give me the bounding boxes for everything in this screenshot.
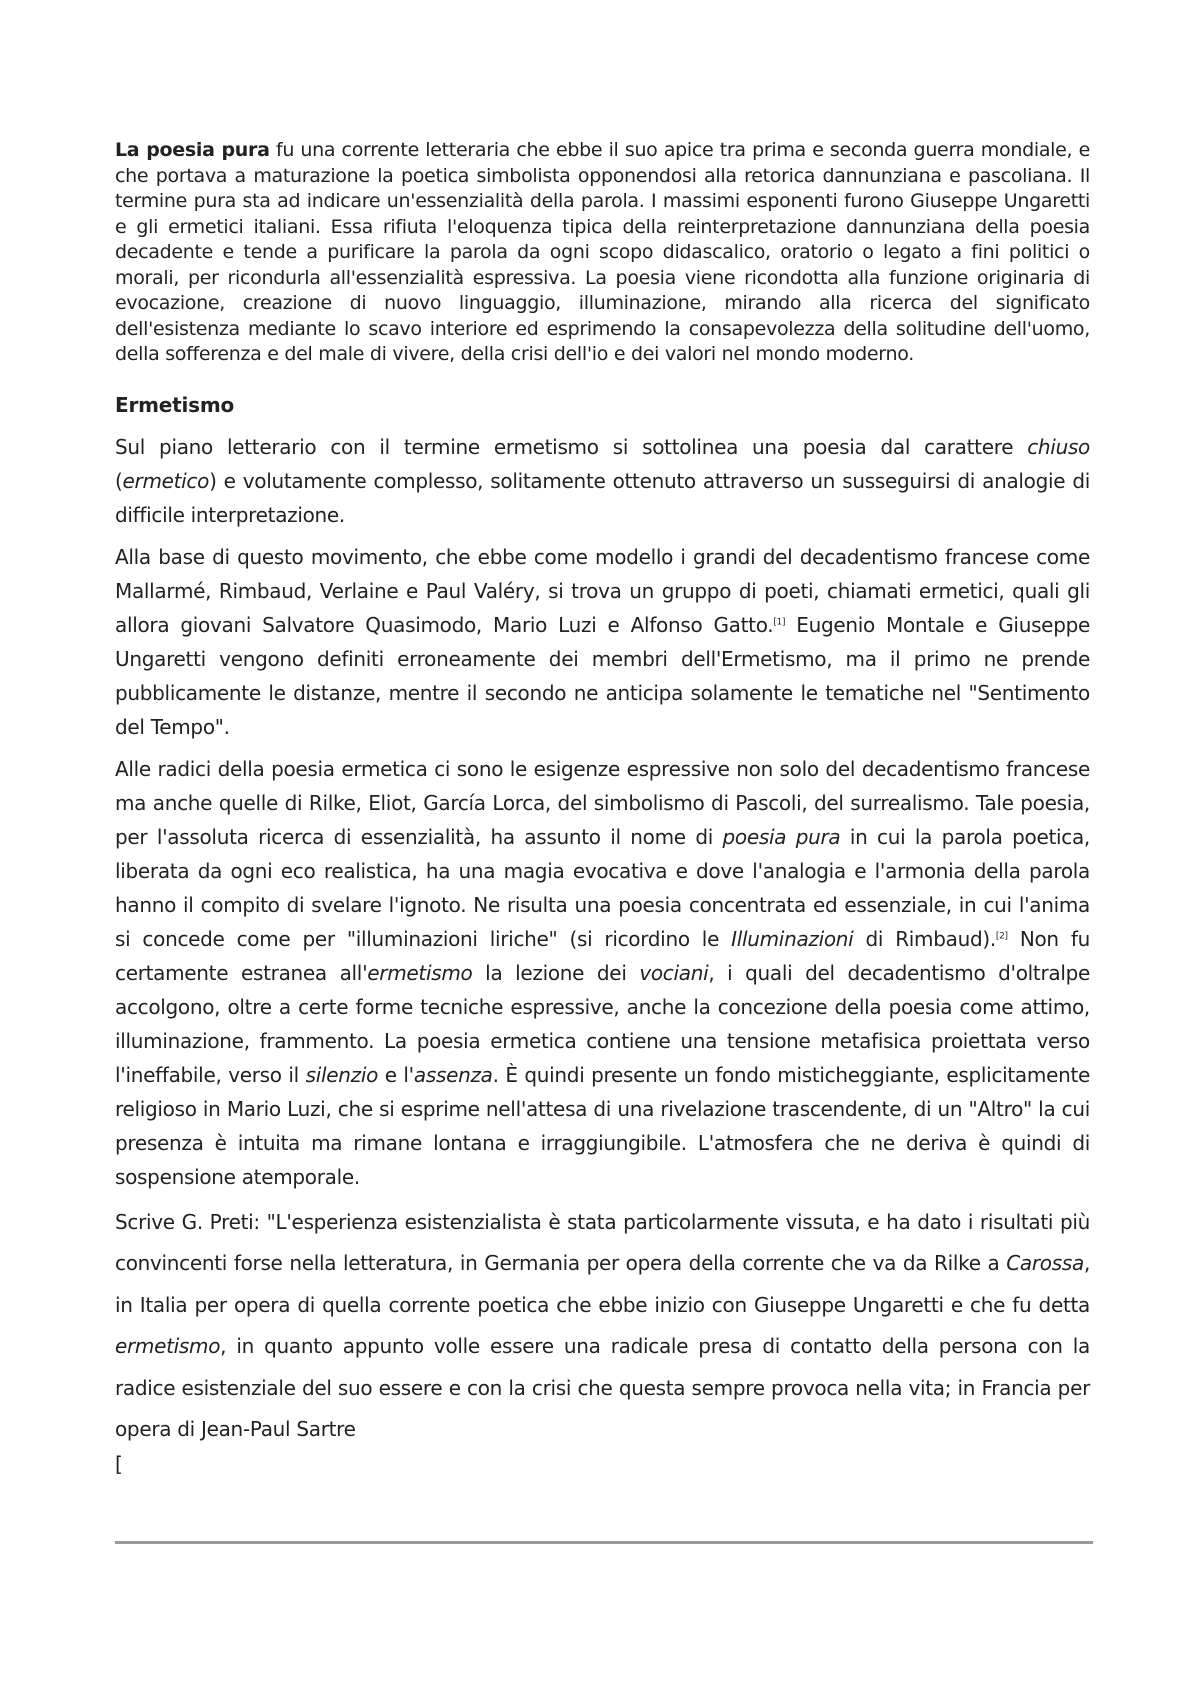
italic-term: ermetico	[122, 468, 210, 493]
paragraph-3-text: . È quindi presente un fondo misticheggiante, esplicitamente religioso in Mario Luzi, che si esprime nell'attesa di una rivelazione trascendente, di un "Altro" la cui presenza è intuita ma rimane lontana e irraggiungibile. L'atmosfera che ne deriva è quindi di sospensione atemporale.	[115, 1062, 1091, 1189]
italic-term: chiuso	[1027, 434, 1090, 459]
paragraph-4-text: , in Italia per opera di quella corrente poetica che ebbe inizio con Giuseppe Ungaretti e che fu detta	[115, 1251, 1090, 1317]
paragraph-3-text: di Rimbaud).	[853, 926, 996, 951]
paragraph-3-text: Alle radici della poesia ermetica ci sono le esigenze espressive non solo del decadentismo francese ma anche quelle di Rilke, Eliot, García Lorca, del simbolismo di Pascoli, del surrealismo. Tale poesia, per l'assoluta ricerca di essenzialità, ha assunto il nome di	[115, 756, 1090, 849]
intro-bold-lead: La poesia pura	[115, 139, 270, 161]
paragraph-1-text: Sul piano letterario con il termine ermetismo si sottolinea una poesia dal carattere	[115, 434, 1028, 459]
paragraph-2	[115, 540, 1090, 744]
paragraph-1-text: (	[115, 468, 123, 493]
paragraph-3	[115, 752, 1090, 1194]
intro-text: fu una corrente letteraria che ebbe il suo apice tra prima e seconda guerra mondiale, e che portava a maturazione la poetica simbolista opponendosi alla retorica dannunziana e pascoliana. Il termine pura sta ad indicare un'essenzialità della parola. I massimi esponenti furono Giuseppe Ungaretti e gli ermetici italiani. Essa rifiuta l'eloquenza tipica della reinterpretazione dannunziana della poesia decadente e tende a purificare la parola da ogni scopo didascalico, oratorio o legato a fini politici o morali, per ricondurla all'essenzialità espressiva. La poesia viene ricondotta alla funzione originaria di evocazione, creazione di nuovo linguaggio, illuminazione, mirando alla ricerca del significato dell'esistenza mediante lo scavo interiore ed esprimendo la consapevolezza della solitudine dell'uomo, della sofferenza e del male di vivere, della crisi dell'io e dei valori nel mondo moderno.	[115, 139, 1090, 365]
paragraph-4-text: , in quanto appunto volle essere una radicale presa di contatto della persona con la radice esistenziale del suo essere e con la crisi che questa sempre provoca nella vita; in Francia per opera di Jean-Paul Sartre	[115, 1334, 1090, 1441]
footnote-ref[interactable]: [2]	[995, 930, 1008, 941]
paragraph-3-text: e l'	[378, 1062, 414, 1087]
intro-paragraph	[115, 138, 1090, 368]
paragraph-4-text: Scrive G. Preti: "L'esperienza esistenzialista è stata particolarmente vissuta, e ha dato i risultati più convincenti forse nella letteratura, in Germania per opera della corrente che va da Rilke a	[115, 1209, 1090, 1275]
italic-term: ermetismo	[367, 960, 473, 985]
paragraph-1	[115, 430, 1090, 532]
paragraph-3-text: , i quali del decadentismo d'oltralpe accolgono, oltre a certe forme tecniche espressive, anche la concezione della poesia come attimo, illuminazione, frammento. La poesia ermetica contiene una tensione metafisica proiettata verso l'ineffabile, verso il	[115, 960, 1091, 1087]
italic-term: vociani	[639, 960, 709, 985]
section-heading: Ermetismo	[115, 392, 235, 417]
italic-term: Illuminazioni	[731, 926, 854, 951]
horizontal-rule	[115, 1541, 1093, 1544]
paragraph-1-text: ) e volutamente complesso, solitamente ottenuto attraverso un susseguirsi di analogie di difficile interpretazione.	[115, 468, 1090, 527]
trailing-bracket: [	[115, 1451, 123, 1476]
italic-term: ermetismo	[115, 1334, 221, 1358]
paragraph-3-text: Non fu certamente estranea all'	[115, 926, 1090, 985]
italic-term: Carossa	[1006, 1251, 1084, 1275]
paragraph-3-text: la lezione dei	[472, 960, 640, 985]
paragraph-3-text: in cui la parola poetica, liberata da ogni eco realistica, ha una magia evocativa e dove l'analogia e l'armonia della parola hanno il compito di svelare l'ignoto. Ne risulta una poesia concentrata ed essenziale, in cui l'anima si concede come per "illuminazioni liriche" (si ricordino le	[115, 824, 1090, 951]
paragraph-2-text: Alla base di questo movimento, che ebbe come modello i grandi del decadentismo francese come Mallarmé, Rimbaud, Verlaine e Paul Valéry, si trova un gruppo di poeti, chiamati ermetici, quali gli allora giovani Salvatore Quasimodo, Mario Luzi e Alfonso Gatto.	[115, 544, 1090, 637]
footnote-ref[interactable]: [1]	[773, 616, 786, 627]
paragraph-2-text: Eugenio Montale e Giuseppe Ungaretti vengono definiti erroneamente dei membri dell'Ermetismo, ma il primo ne prende pubblicamente le distanze, mentre il secondo ne anticipa solamente le tematiche nel "Sentimento del Tempo".	[115, 612, 1090, 739]
italic-term: assenza	[413, 1062, 493, 1087]
italic-term: silenzio	[305, 1062, 379, 1087]
italic-term: poesia pura	[722, 824, 841, 849]
paragraph-4-quote	[115, 1202, 1090, 1451]
document-body	[115, 138, 1090, 1477]
